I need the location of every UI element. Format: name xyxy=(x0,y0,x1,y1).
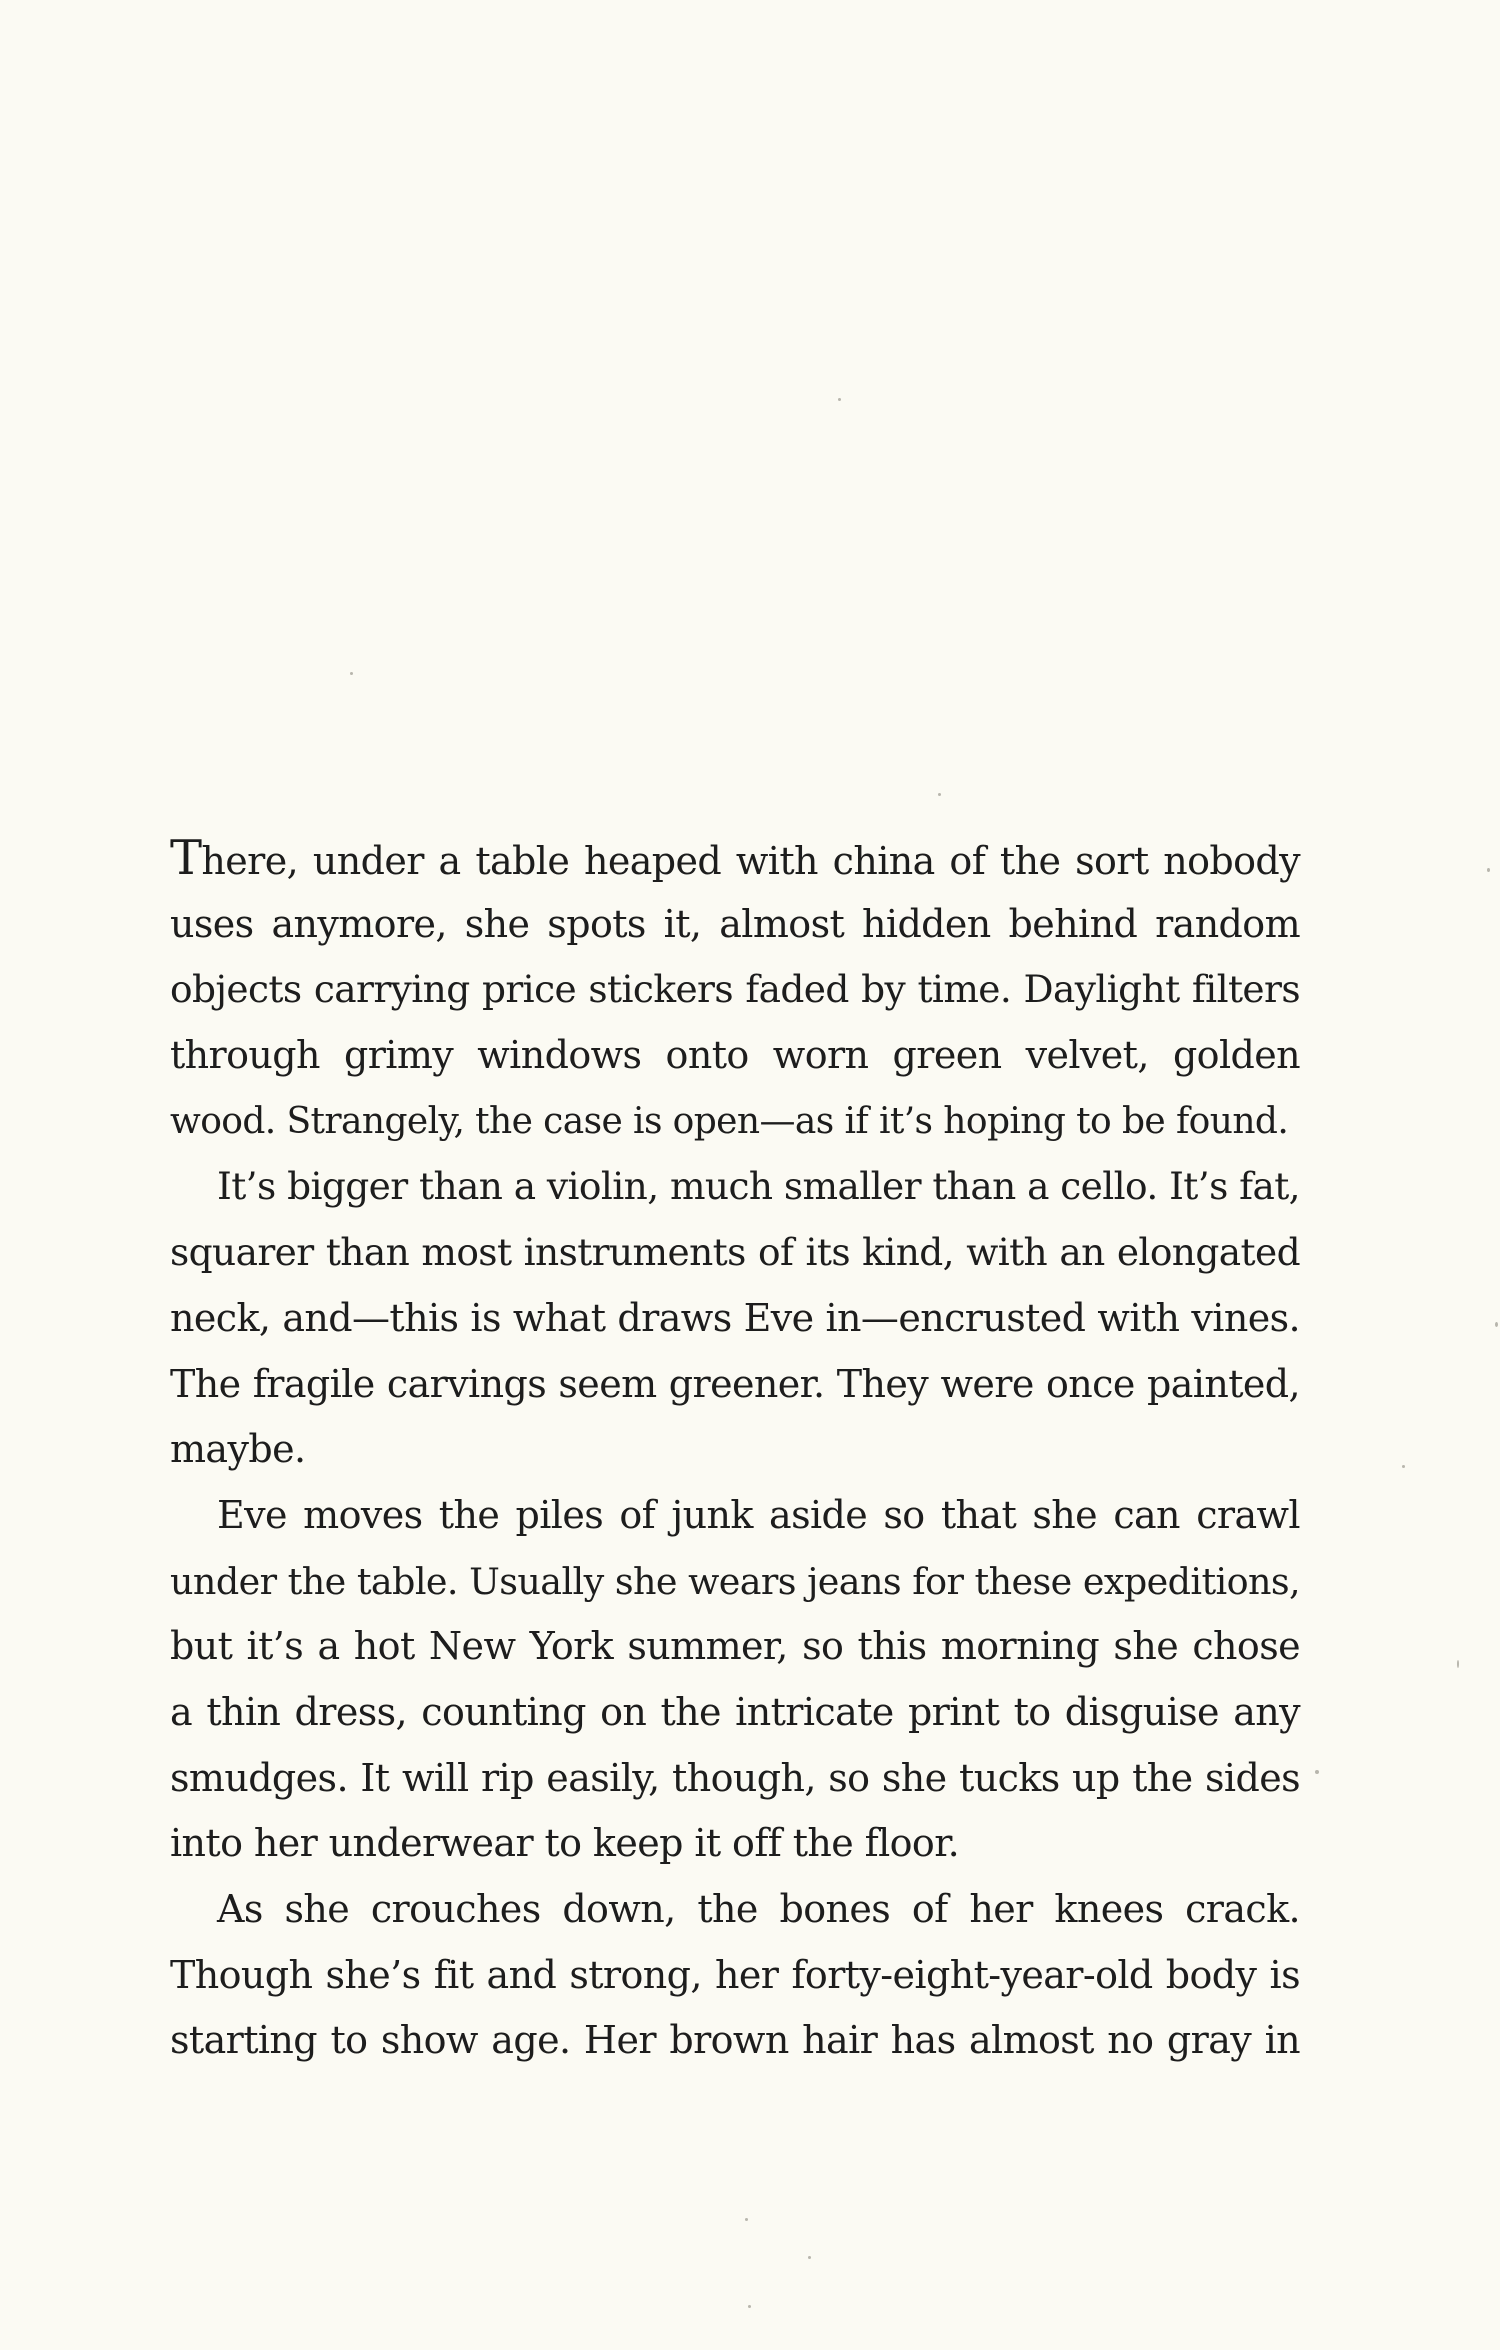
paper-speck xyxy=(1495,1322,1498,1327)
text-line: starting to show age. Her brown hair has almost no gray in xyxy=(170,2018,1300,2063)
paper-speck xyxy=(1457,1660,1459,1668)
paper-speck xyxy=(745,2218,748,2221)
text-line: Though she’s fit and strong, her forty-eight-year-old body is xyxy=(170,1952,1300,1997)
text-line: As she crouches down, the bones of her knees crack. xyxy=(217,1887,1300,1931)
text-line: but it’s a hot New York summer, so this morning she chose xyxy=(170,1624,1300,1669)
paper-speck xyxy=(1402,1465,1405,1468)
paper-speck xyxy=(350,672,353,675)
text-line: It’s bigger than a violin, much smaller than a cello. It’s fat, xyxy=(217,1164,1300,1209)
text-line: under the table. Usually she wears jeans for these expeditions, xyxy=(170,1559,1300,1603)
text-line: objects carrying price stickers faded by time. Daylight filters xyxy=(170,967,1300,1012)
text-line: into her underwear to keep it off the floor. xyxy=(170,1821,960,1866)
paper-speck xyxy=(808,2256,811,2259)
text-line: maybe. xyxy=(170,1427,306,1472)
paper-speck xyxy=(1315,1770,1319,1774)
text-line: uses anymore, she spots it, almost hidden behind random xyxy=(170,901,1300,946)
text-line: wood. Strangely, the case is open—as if it’s hoping to be found. xyxy=(170,1100,1289,1142)
text-line: There, under a table heaped with china of the sort nobody xyxy=(170,830,1300,886)
paper-speck xyxy=(748,2305,751,2308)
text-line: neck, and—this is what draws Eve in—encrusted with vines. xyxy=(170,1295,1300,1340)
text-line: smudges. It will rip easily, though, so she tucks up the sides xyxy=(170,1755,1300,1800)
paper-speck xyxy=(938,793,941,796)
text-line: a thin dress, counting on the intricate print to disguise any xyxy=(170,1689,1300,1734)
text-line: The fragile carvings seem greener. They were once painted, xyxy=(170,1361,1300,1406)
text-line: Eve moves the piles of junk aside so that she can crawl xyxy=(217,1492,1300,1537)
text-line: squarer than most instruments of its kind, with an elongated xyxy=(170,1230,1300,1275)
paper-speck xyxy=(838,398,841,401)
body-text xyxy=(170,826,1300,2074)
paper-speck xyxy=(1487,868,1490,872)
drop-cap: T xyxy=(170,830,202,886)
text-line: through grimy windows onto worn green velvet, golden xyxy=(170,1033,1300,1078)
